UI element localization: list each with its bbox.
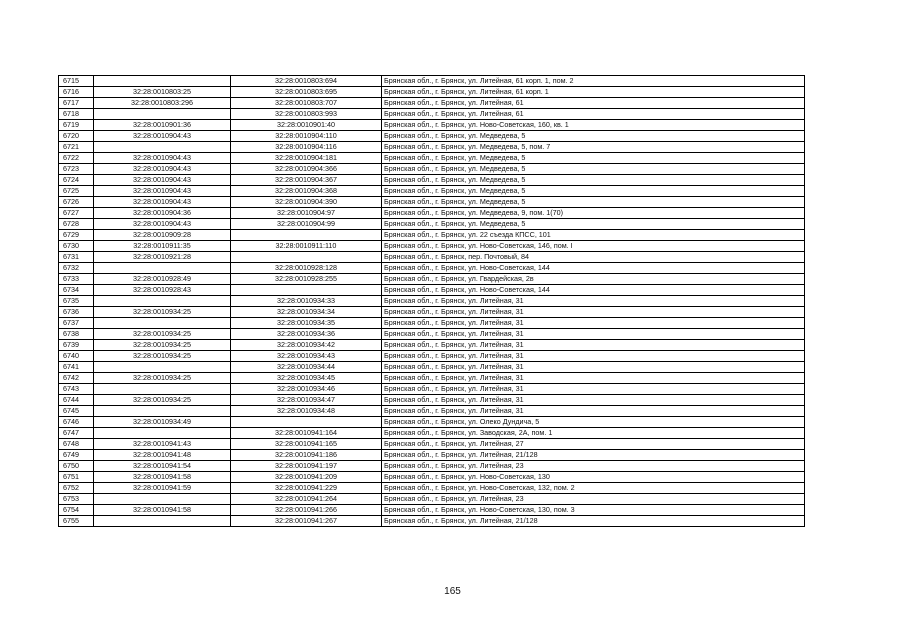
cadastral-number-cell: 32:28:0010934:46 <box>231 384 382 395</box>
parent-cadastral-number-cell: 32:28:0010911:35 <box>94 241 231 252</box>
cadastral-number-cell <box>231 417 382 428</box>
address-cell: Брянская обл., г. Брянск, ул. Литейная, 31 <box>382 406 805 417</box>
table-row <box>59 494 805 505</box>
cadastral-number-cell: 32:28:0010904:366 <box>231 164 382 175</box>
parent-cadastral-number-cell: 32:28:0010934:25 <box>94 307 231 318</box>
cadastral-number-cell: 32:28:0010911:110 <box>231 241 382 252</box>
address-cell: Брянская обл., г. Брянск, ул. Литейная, 31 <box>382 296 805 307</box>
parent-cadastral-number-cell: 32:28:0010803:296 <box>94 98 231 109</box>
address-cell: Брянская обл., г. Брянск, ул. Медведева, 9, пом. 1(70) <box>382 208 805 219</box>
address-cell: Брянская обл., г. Брянск, ул. Ново-Советская, 160, кв. 1 <box>382 120 805 131</box>
address-cell: Брянская обл., г. Брянск, ул. Олеко Дундича, 5 <box>382 417 805 428</box>
row-number-cell: 6732 <box>59 263 94 274</box>
row-number-cell: 6742 <box>59 373 94 384</box>
row-number-cell: 6719 <box>59 120 94 131</box>
table-row <box>59 483 805 494</box>
address-cell: Брянская обл., г. Брянск, ул. Литейная, 31 <box>382 384 805 395</box>
table-row <box>59 428 805 439</box>
table-row <box>59 516 805 527</box>
table-row <box>59 395 805 406</box>
table-row <box>59 153 805 164</box>
address-cell: Брянская обл., г. Брянск, ул. Медведева, 5 <box>382 197 805 208</box>
cadastral-number-cell: 32:28:0010934:33 <box>231 296 382 307</box>
address-cell: Брянская обл., г. Брянск, ул. Литейная, 31 <box>382 329 805 340</box>
cadastral-number-cell <box>231 230 382 241</box>
parent-cadastral-number-cell <box>94 362 231 373</box>
cadastral-number-cell: 32:28:0010904:97 <box>231 208 382 219</box>
parent-cadastral-number-cell: 32:28:0010904:43 <box>94 197 231 208</box>
cadastral-number-cell: 32:28:0010803:694 <box>231 76 382 87</box>
row-number-cell: 6744 <box>59 395 94 406</box>
cadastral-number-cell: 32:28:0010941:209 <box>231 472 382 483</box>
parent-cadastral-number-cell: 32:28:0010928:43 <box>94 285 231 296</box>
table-row <box>59 197 805 208</box>
parent-cadastral-number-cell <box>94 296 231 307</box>
row-number-cell: 6736 <box>59 307 94 318</box>
parent-cadastral-number-cell <box>94 494 231 505</box>
cadastral-number-cell: 32:28:0010934:36 <box>231 329 382 340</box>
address-cell: Брянская обл., г. Брянск, ул. Ново-Советская, 130, пом. 3 <box>382 505 805 516</box>
cadastral-number-cell: 32:28:0010803:993 <box>231 109 382 120</box>
parent-cadastral-number-cell: 32:28:0010901:36 <box>94 120 231 131</box>
cadastral-number-cell: 32:28:0010941:266 <box>231 505 382 516</box>
address-cell: Брянская обл., г. Брянск, ул. Литейная, 61 корп. 1 <box>382 87 805 98</box>
row-number-cell: 6725 <box>59 186 94 197</box>
table-row <box>59 252 805 263</box>
table-row <box>59 373 805 384</box>
parent-cadastral-number-cell <box>94 406 231 417</box>
table-row <box>59 296 805 307</box>
parent-cadastral-number-cell: 32:28:0010904:43 <box>94 131 231 142</box>
row-number-cell: 6752 <box>59 483 94 494</box>
cadastral-number-cell: 32:28:0010941:164 <box>231 428 382 439</box>
parent-cadastral-number-cell <box>94 109 231 120</box>
parent-cadastral-number-cell <box>94 318 231 329</box>
cadastral-number-cell: 32:28:0010934:48 <box>231 406 382 417</box>
table-row <box>59 208 805 219</box>
cadastral-number-cell: 32:28:0010941:267 <box>231 516 382 527</box>
parent-cadastral-number-cell <box>94 142 231 153</box>
address-cell: Брянская обл., г. Брянск, ул. Медведева, 5 <box>382 153 805 164</box>
parent-cadastral-number-cell: 32:28:0010934:25 <box>94 340 231 351</box>
parent-cadastral-number-cell: 32:28:0010934:25 <box>94 329 231 340</box>
parent-cadastral-number-cell: 32:28:0010941:58 <box>94 472 231 483</box>
address-cell: Брянская обл., г. Брянск, ул. Литейная, 61 <box>382 109 805 120</box>
table-row <box>59 318 805 329</box>
address-cell: Брянская обл., г. Брянск, ул. Медведева, 5 <box>382 131 805 142</box>
table-row <box>59 351 805 362</box>
address-cell: Брянская обл., г. Брянск, ул. Ново-Советская, 132, пом. 2 <box>382 483 805 494</box>
row-number-cell: 6728 <box>59 219 94 230</box>
address-cell: Брянская обл., г. Брянск, ул. 22 съезда КПСС, 101 <box>382 230 805 241</box>
table-row <box>59 186 805 197</box>
row-number-cell: 6745 <box>59 406 94 417</box>
address-cell: Брянская обл., г. Брянск, ул. Литейная, 31 <box>382 318 805 329</box>
address-cell: Брянская обл., г. Брянск, ул. Медведева, 5 <box>382 186 805 197</box>
parent-cadastral-number-cell <box>94 76 231 87</box>
cadastral-number-cell: 32:28:0010904:367 <box>231 175 382 186</box>
row-number-cell: 6738 <box>59 329 94 340</box>
table-row <box>59 142 805 153</box>
row-number-cell: 6715 <box>59 76 94 87</box>
parent-cadastral-number-cell: 32:28:0010941:58 <box>94 505 231 516</box>
parent-cadastral-number-cell: 32:28:0010904:36 <box>94 208 231 219</box>
row-number-cell: 6734 <box>59 285 94 296</box>
parent-cadastral-number-cell: 32:28:0010934:25 <box>94 395 231 406</box>
address-cell: Брянская обл., г. Брянск, ул. Литейная, 61 корп. 1, пом. 2 <box>382 76 805 87</box>
parent-cadastral-number-cell: 32:28:0010904:43 <box>94 175 231 186</box>
row-number-cell: 6754 <box>59 505 94 516</box>
row-number-cell: 6731 <box>59 252 94 263</box>
table-row <box>59 109 805 120</box>
cadastral-number-cell: 32:28:0010941:197 <box>231 461 382 472</box>
parent-cadastral-number-cell: 32:28:0010941:48 <box>94 450 231 461</box>
cadastral-number-cell: 32:28:0010904:99 <box>231 219 382 230</box>
cadastral-number-cell: 32:28:0010904:116 <box>231 142 382 153</box>
cadastral-number-cell: 32:28:0010934:34 <box>231 307 382 318</box>
parent-cadastral-number-cell: 32:28:0010941:59 <box>94 483 231 494</box>
address-cell: Брянская обл., г. Брянск, ул. Заводская, 2А, пом. 1 <box>382 428 805 439</box>
cadastral-number-cell: 32:28:0010941:165 <box>231 439 382 450</box>
address-cell: Брянская обл., г. Брянск, ул. Литейная, 31 <box>382 395 805 406</box>
parent-cadastral-number-cell: 32:28:0010909:28 <box>94 230 231 241</box>
cadastral-number-cell: 32:28:0010934:44 <box>231 362 382 373</box>
table-row <box>59 461 805 472</box>
address-cell: Брянская обл., г. Брянск, ул. Ново-Советская, 144 <box>382 263 805 274</box>
row-number-cell: 6724 <box>59 175 94 186</box>
parent-cadastral-number-cell <box>94 263 231 274</box>
cadastral-number-cell: 32:28:0010941:264 <box>231 494 382 505</box>
address-cell: Брянская обл., г. Брянск, ул. Ново-Советская, 130 <box>382 472 805 483</box>
parent-cadastral-number-cell: 32:28:0010934:25 <box>94 351 231 362</box>
row-number-cell: 6753 <box>59 494 94 505</box>
parent-cadastral-number-cell: 32:28:0010934:49 <box>94 417 231 428</box>
cadastral-number-cell: 32:28:0010803:707 <box>231 98 382 109</box>
row-number-cell: 6730 <box>59 241 94 252</box>
row-number-cell: 6721 <box>59 142 94 153</box>
cadastral-number-cell: 32:28:0010934:45 <box>231 373 382 384</box>
cadastral-number-cell: 32:28:0010934:47 <box>231 395 382 406</box>
table-row <box>59 472 805 483</box>
row-number-cell: 6718 <box>59 109 94 120</box>
cadastral-number-cell: 32:28:0010904:110 <box>231 131 382 142</box>
table-row <box>59 340 805 351</box>
parent-cadastral-number-cell: 32:28:0010904:43 <box>94 219 231 230</box>
table-row <box>59 120 805 131</box>
parent-cadastral-number-cell <box>94 428 231 439</box>
cadastral-number-cell: 32:28:0010904:181 <box>231 153 382 164</box>
address-cell: Брянская обл., г. Брянск, ул. Литейная, 61 <box>382 98 805 109</box>
table-row <box>59 241 805 252</box>
row-number-cell: 6741 <box>59 362 94 373</box>
parent-cadastral-number-cell: 32:28:0010941:54 <box>94 461 231 472</box>
cadastral-table-body <box>59 76 805 527</box>
table-row <box>59 362 805 373</box>
page-number: 165 <box>444 586 461 597</box>
cadastral-table <box>58 75 805 527</box>
row-number-cell: 6717 <box>59 98 94 109</box>
address-cell: Брянская обл., г. Брянск, ул. Литейная, 31 <box>382 307 805 318</box>
address-cell: Брянская обл., г. Брянск, ул. Медведева, 5 <box>382 164 805 175</box>
row-number-cell: 6722 <box>59 153 94 164</box>
table-row <box>59 131 805 142</box>
address-cell: Брянская обл., г. Брянск, ул. Литейная, 31 <box>382 351 805 362</box>
parent-cadastral-number-cell <box>94 384 231 395</box>
row-number-cell: 6755 <box>59 516 94 527</box>
cadastral-number-cell: 32:28:0010904:390 <box>231 197 382 208</box>
table-row <box>59 406 805 417</box>
row-number-cell: 6727 <box>59 208 94 219</box>
address-cell: Брянская обл., г. Брянск, ул. Литейная, 23 <box>382 494 805 505</box>
row-number-cell: 6733 <box>59 274 94 285</box>
table-row <box>59 87 805 98</box>
table-row <box>59 307 805 318</box>
parent-cadastral-number-cell: 32:28:0010904:43 <box>94 164 231 175</box>
row-number-cell: 6729 <box>59 230 94 241</box>
address-cell: Брянская обл., г. Брянск, ул. Литейная, 31 <box>382 362 805 373</box>
cadastral-number-cell: 32:28:0010941:229 <box>231 483 382 494</box>
row-number-cell: 6720 <box>59 131 94 142</box>
table-row <box>59 384 805 395</box>
row-number-cell: 6726 <box>59 197 94 208</box>
parent-cadastral-number-cell: 32:28:0010921:28 <box>94 252 231 263</box>
row-number-cell: 6751 <box>59 472 94 483</box>
cadastral-number-cell <box>231 285 382 296</box>
row-number-cell: 6737 <box>59 318 94 329</box>
cadastral-number-cell: 32:28:0010941:186 <box>231 450 382 461</box>
address-cell: Брянская обл., г. Брянск, ул. Ново-Советская, 144 <box>382 285 805 296</box>
table-row <box>59 76 805 87</box>
table-row <box>59 505 805 516</box>
row-number-cell: 6750 <box>59 461 94 472</box>
table-row <box>59 230 805 241</box>
cadastral-number-cell: 32:28:0010934:43 <box>231 351 382 362</box>
table-row <box>59 439 805 450</box>
table-row <box>59 450 805 461</box>
parent-cadastral-number-cell: 32:28:0010934:25 <box>94 373 231 384</box>
row-number-cell: 6716 <box>59 87 94 98</box>
row-number-cell: 6749 <box>59 450 94 461</box>
cadastral-number-cell: 32:28:0010928:255 <box>231 274 382 285</box>
address-cell: Брянская обл., г. Брянск, ул. Литейная, 21/128 <box>382 450 805 461</box>
table-row <box>59 274 805 285</box>
table-row <box>59 263 805 274</box>
table-row <box>59 285 805 296</box>
cadastral-number-cell: 32:28:0010901:40 <box>231 120 382 131</box>
address-cell: Брянская обл., г. Брянск, ул. Гвардейская, 2в <box>382 274 805 285</box>
parent-cadastral-number-cell: 32:28:0010904:43 <box>94 153 231 164</box>
table-row <box>59 219 805 230</box>
table-row <box>59 329 805 340</box>
table-row <box>59 417 805 428</box>
address-cell: Брянская обл., г. Брянск, ул. Литейная, 27 <box>382 439 805 450</box>
row-number-cell: 6740 <box>59 351 94 362</box>
table-row <box>59 175 805 186</box>
row-number-cell: 6748 <box>59 439 94 450</box>
table-row <box>59 164 805 175</box>
row-number-cell: 6747 <box>59 428 94 439</box>
parent-cadastral-number-cell: 32:28:0010803:25 <box>94 87 231 98</box>
address-cell: Брянская обл., г. Брянск, ул. Литейная, 31 <box>382 340 805 351</box>
row-number-cell: 6743 <box>59 384 94 395</box>
address-cell: Брянская обл., г. Брянск, ул. Литейная, 21/128 <box>382 516 805 527</box>
table-row <box>59 98 805 109</box>
cadastral-number-cell: 32:28:0010928:128 <box>231 263 382 274</box>
row-number-cell: 6746 <box>59 417 94 428</box>
cadastral-number-cell: 32:28:0010904:368 <box>231 186 382 197</box>
parent-cadastral-number-cell: 32:28:0010941:43 <box>94 439 231 450</box>
row-number-cell: 6723 <box>59 164 94 175</box>
address-cell: Брянская обл., г. Брянск, пер. Почтовый, 84 <box>382 252 805 263</box>
row-number-cell: 6735 <box>59 296 94 307</box>
cadastral-number-cell: 32:28:0010934:35 <box>231 318 382 329</box>
parent-cadastral-number-cell: 32:28:0010928:49 <box>94 274 231 285</box>
address-cell: Брянская обл., г. Брянск, ул. Ново-Советская, 146, пом. I <box>382 241 805 252</box>
parent-cadastral-number-cell <box>94 516 231 527</box>
address-cell: Брянская обл., г. Брянск, ул. Литейная, 31 <box>382 373 805 384</box>
parent-cadastral-number-cell: 32:28:0010904:43 <box>94 186 231 197</box>
cadastral-number-cell: 32:28:0010803:695 <box>231 87 382 98</box>
cadastral-number-cell: 32:28:0010934:42 <box>231 340 382 351</box>
address-cell: Брянская обл., г. Брянск, ул. Медведева, 5 <box>382 175 805 186</box>
row-number-cell: 6739 <box>59 340 94 351</box>
address-cell: Брянская обл., г. Брянск, ул. Литейная, 23 <box>382 461 805 472</box>
cadastral-number-cell <box>231 252 382 263</box>
address-cell: Брянская обл., г. Брянск, ул. Медведева, 5 <box>382 219 805 230</box>
address-cell: Брянская обл., г. Брянск, ул. Медведева, 5, пом. 7 <box>382 142 805 153</box>
